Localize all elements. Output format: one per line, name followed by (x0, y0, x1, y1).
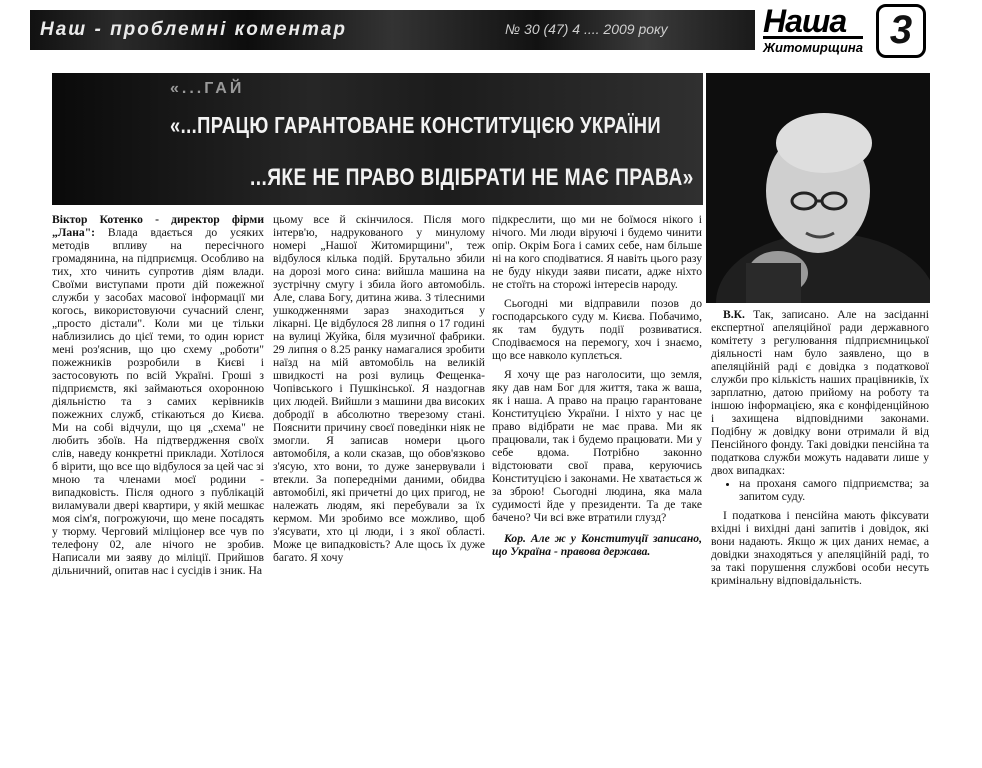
column-1-text: Влада вдається до усяких методів впливу на пересічного громадянина, на підприємця. Особливо на тих, хто чинить супротив діям влади. Своїми виступами проти дій пожежної служби у засобах масової інформації ми когось, використовуючи сучасний сленг, „просто дістали". Коли ми це тільки наблизились до цієї теми, то один юрист мені роз'яснив, що цю схему „роботи" пожежників розробили в Києві і застосовують по всій Україні. Гроші з підприємств, які займаються охоронною діяльністю та з самих керівників пожежних служб, стікаються до Києва. Ми на собі відчули, що ця „схема" не любить збоїв. На підтвердження своїх слів, наведу конкретні приклади. Хотілося б вірити, що все що відбулося за цей час зі мною та членами моєї родини - випадковість. Після одного з публікацій виламували двері квартири, у якій мешкає моя сім'я, погрожуючи, що мене посадять у тюрму. Черговий міліціонер все чув по телефону 02, але нічого не зробив. Написали ми заяву до міліції. Прийшов дільничний, опитав нас і сусідів і зник. На (52, 226, 264, 577)
interviewee-name: Віктор Котенко - директор фірми „Лана": (52, 213, 264, 239)
header-issue: № 30 (47) 4 .... 2009 року (505, 21, 668, 37)
answer-initials: В.К. (723, 308, 745, 321)
cases-list (711, 477, 929, 503)
article-column-4 (711, 308, 929, 587)
page-number: 3 (876, 4, 926, 58)
column-3-paragraph-1: підкреслити, що ми не боїмося нікого і нічого. Ми люди віруючі і будемо чинити опір. Окрім Бога і самих себе, нам більше ні на кого сподіватися. Я навіть цього разу не буду нікуди заяви писати, адже ніхто не стоїть на сторожі інтересів народу. (492, 213, 702, 291)
column-4-paragraph-2: І податкова і пенсійна мають фіксувати вхідні і вихідні дані запитів і довідок, які вони надають. Якщо ж цих даних немає, а довідки знаходяться у апеляційній раді, то за такі порушення службові особи несуть кримінальну відповідальність. (711, 509, 929, 587)
article-column-1 (52, 213, 264, 577)
portrait-photo (706, 73, 930, 303)
header-rubric: Наш - проблемні коментар (40, 19, 348, 40)
headline-line-2: ...ЯКЕ НЕ ПРАВО ВІДІБРАТИ НЕ МАЄ ПРАВА» (250, 164, 694, 191)
article-column-3 (492, 213, 702, 558)
column-1-paragraph (52, 213, 264, 577)
column-2-paragraph: цьому все й скінчилося. Після мого інтерв'ю, надрукованого у минулому номері „Нашої Житомирщини", теж відбулося кілька подій. Брутально збили на дорозі мого сина: вийшла машина на зустрічну смугу і збила його автомобіль. Але, слава Богу, дитина жива. З тілесними ушкодженнями зараз знаходиться у лікарні. Це відбулося 28 липня о 17 годині на вулиці Жуйка, біля музичної фабрики. 29 липня о 8.25 ранку намагалися зробити наїзд на мій автомобіль на великій швидкості на розі вулиць Фещенка-Чопівського і Пушкінської. Я наздогнав цих людей. Вийшли з машини два високих добродії в абсолютно тверезому стані. Пояснити причину своєї поведінки ніяк не змогли. Я записав номери цього автомобіля, а коли сказав, що обов'язково з'ясую, хто вони, то дуже занервували і втекли. За попередніми даними, обидва автомобілі, які причетні до цих пригод, не належать людям, які перебували за їх кермом. Ми зробимо все можливо, щоб з'ясувати, хто ці люди, і з якої області. Може це випадковість? Але щось їх дуже багато. Я хочу (273, 213, 485, 564)
column-3-paragraph-3: Я хочу ще раз наголосити, що земля, яку дав нам Бог для життя, така ж ваша, як і наша. А право на працю гарантоване Конституцією України. І ніхто у нас це право відібрати не має права. Ми як працювали, так і будемо працювати. Ми у себе вдома. Потрібно законно відстоювати свої права, керуючись Конституцією і законами. Не хватається ж за зброю! Сьогодні людина, яка мала судимості йде у президенти. Та де таке бачено? Чи всі вже втратили глузд? (492, 368, 702, 524)
column-4-text-1: Так, записано. Але на засіданні експертної апеляційної ради державного комітету з регулювання підприємницької діяльності нам було заявлено, що в апеляційній раді є довідка з податкової служби про кількість наших працівників, їх зарплатню, датою прийому на роботу та іншою інформацією, яка є конфіденційною і захищена відповідними законами. Подібну ж довідку вони отримали й від Пенсійного фонду. Такі довідки пенсійна та податкова служби можуть надавати лише у двох випадках: (711, 308, 929, 477)
headline-kicker: «...ГАЙ (170, 80, 245, 97)
column-3-paragraph-2: Сьогодні ми відправили позов до господарського суду м. Києва. Побачимо, як там будуть події розвиватися. Сподіваємося на перемогу, хоч і знаємо, що все навколо куплється. (492, 297, 702, 362)
correspondent-question: Кор. Але ж у Конституції записано, що Україна - правова держава. (492, 532, 702, 558)
headline-line-1: «...ПРАЦЮ ГАРАНТОВАНЕ КОНСТИТУЦІЄЮ УКРАЇНИ (170, 112, 662, 138)
column-4-paragraph-1 (711, 308, 929, 477)
list-item: • на проханя самого підприємства; за запитом суду. (739, 477, 929, 503)
article-column-2 (273, 213, 485, 564)
masthead-subtitle: Житомирщина (763, 36, 863, 55)
masthead-logo: Наша (763, 3, 847, 39)
